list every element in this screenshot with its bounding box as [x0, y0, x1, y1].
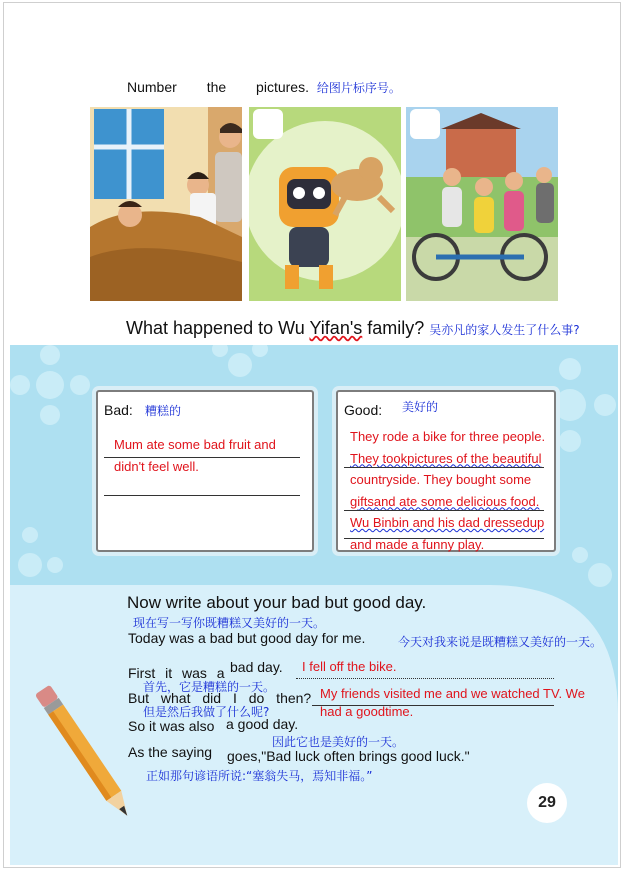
good-answer-line: They rode a bike for three people. — [350, 429, 546, 444]
sentence-4-cn: 因此它也是美好的一天。 — [272, 735, 405, 749]
writing-line — [104, 495, 300, 496]
question-cn: 吴亦凡的家人发生了什么事? — [429, 323, 580, 337]
picture-hospital — [90, 107, 242, 301]
good-label: Good: — [344, 402, 383, 418]
bad-answer-line: didn't feel well. — [114, 459, 199, 474]
instruction-word: pictures. — [256, 79, 309, 95]
instruction-cn: 给图片标序号。 — [316, 81, 401, 95]
good-answer-line: and made a funny play. — [350, 536, 485, 552]
sentence-3-answer: My friends visited me and we watched TV. We had a goodtime. — [320, 686, 585, 719]
good-answer-line: countryside. They bought some — [350, 472, 532, 487]
writing-line — [344, 538, 544, 539]
writing-heading: Now write about your bad but good day. — [127, 593, 427, 612]
question-name: Yifan's — [309, 318, 363, 338]
sentence-4: So it was also — [128, 718, 215, 734]
writing-line — [104, 457, 300, 458]
sentence-3-cn: 但是然后我做了什么呢? — [143, 705, 270, 719]
bad-label: Bad: — [104, 402, 133, 418]
picture-robot-dog — [249, 107, 401, 301]
bad-answer-line: Mum ate some bad fruit and — [114, 437, 276, 452]
bad-label-cn: 糟糕的 — [145, 404, 182, 418]
instruction — [127, 79, 401, 96]
page-number: 29 — [527, 783, 567, 823]
sentence-1-cn: 今天对我来说是既糟糕又美好的一天。 — [398, 635, 603, 649]
sentence-4-fill: a good day. — [226, 716, 299, 732]
sentence-5-cn: 正如那句谚语所说:“塞翁失马，焉知非福。” — [146, 769, 373, 783]
question-text-end: family? — [362, 318, 425, 338]
good-answer-line: Wu Binbin and his dad dressedup — [350, 515, 545, 530]
pencil-illustration — [28, 676, 146, 836]
question — [126, 318, 580, 339]
writing-line — [344, 467, 544, 468]
instruction-word: Number — [127, 79, 177, 95]
sentence-2: First it was a — [128, 665, 225, 681]
picture-bike — [406, 107, 558, 301]
sentence-2-cn: 首先，它是糟糕的一天。 — [143, 680, 276, 694]
sentence-5-end: goes,"Bad luck often brings good luck." — [227, 748, 470, 764]
sentence-1: Today was a bad but good day for me. — [128, 630, 366, 646]
good-label-cn: 美好的 — [402, 400, 439, 414]
sentence-2-fill: bad day. — [230, 659, 283, 675]
good-answer — [350, 426, 560, 555]
sentence-5: As the saying — [128, 744, 213, 760]
writing-line — [344, 510, 544, 511]
good-answer-line: giftsand ate some delicious food. — [350, 493, 540, 509]
sentence-2-answer: I fell off the bike. — [302, 659, 397, 674]
sentence-3: But what did I do then? — [128, 690, 312, 706]
writing-line — [296, 678, 554, 679]
instruction-word: the — [206, 79, 227, 95]
question-text: What happened to Wu — [126, 318, 310, 338]
writing-line — [312, 705, 554, 706]
good-answer-line: They tookpictures of the beautiful — [350, 450, 542, 466]
writing-heading-cn: 现在写一写你既糟糕又美好的一天。 — [133, 616, 326, 630]
